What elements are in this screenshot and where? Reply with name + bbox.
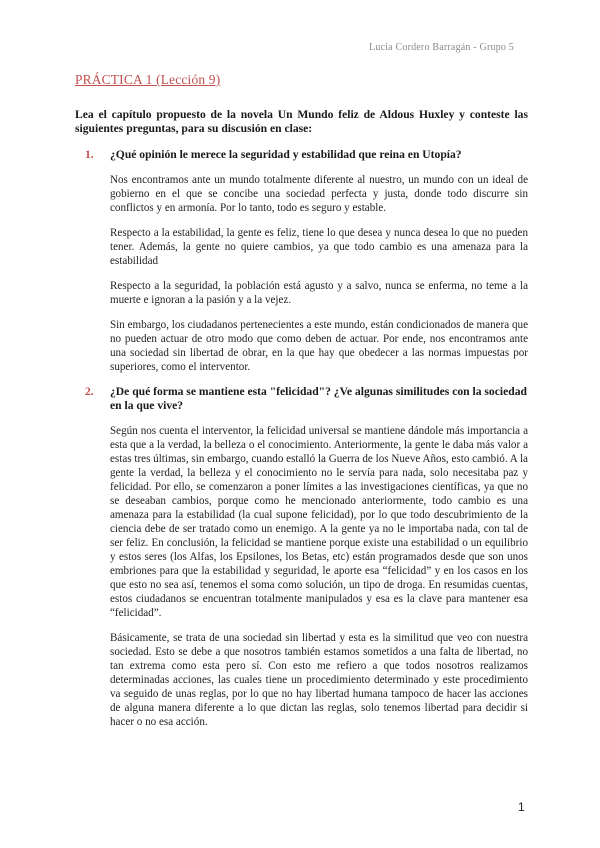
- document-body: [75, 72, 528, 740]
- answer-1-paragraph-4: Sin embargo, los ciudadanos pertenecientes a este mundo, están condicionados de manera que no pueden actuar de otro modo que como deben de actuar. Por ende, nos encontramos ante una sociedad sin libertad de obrar, en la que hay que obedecer a las normas impuestas por superiores, como el interventor.: [110, 319, 528, 373]
- question-1-text: ¿Qué opinión le merece la seguridad y estabilidad que reina en Utopía?: [110, 148, 462, 161]
- question-2-text: ¿De qué forma se mantiene esta "felicidad"? ¿Ve algunas similitudes con la sociedad en la que vive?: [110, 385, 527, 412]
- document-title: PRÁCTICA 1 (Lección 9): [75, 72, 221, 87]
- answer-2-paragraph-1: Según nos cuenta el interventor, la felicidad universal se mantiene dándole más importancia a esta que a la verdad, la belleza o el conocimiento. Anteriormente, la gente le daba más valor a estas tres últimas, sin embargo, cuando estalló la Guerra de los Nueve Años, esto cambió. A la gente la verdad, la belleza y el conocimiento no le servía para nada, solo necesitaba paz y felicidad. Por ello, se comenzaron a poner límites a las investigaciones científicas, ya que no se deseaban cambios, porque como he mencionado anteriormente, todo cambio es una amenaza para la estabilidad (la cual supone felicidad), por lo que todo descubrimiento de la ciencia debe de ser tratado como un enemigo. A la gente ya no le importaba nada, con tal de ser feliz. En conclusión, la felicidad se mantiene porque existe una estabilidad o un equilibrio y estos seres (los Alfas, los Epsilones, los Betas, etc) están programados desde que son unos embriones para que la estabilidad y seguridad, le aporte esa “felicidad” y en los casos en los que esto no sea así, tenemos el soma como solución, un tipo de droga. En resumidas cuentas, estos ciudadanos se encuentran totalmente manipulados y esa es la clave para mantener esa “felicidad”.: [110, 425, 528, 619]
- question-1-number: 1.: [85, 148, 94, 161]
- question-2: [75, 385, 528, 413]
- page-header: Lucía Cordero Barragán - Grupo 5: [369, 42, 514, 53]
- question-1: [75, 148, 528, 162]
- answer-1-paragraph-3: Respecto a la seguridad, la población está agusto y a salvo, nunca se enferma, no teme a la muerte e ignoran a la pasión y a la vejez.: [110, 280, 528, 306]
- answer-2-paragraph-2: Básicamente, se trata de una sociedad sin libertad y esta es la similitud que veo con nuestra sociedad. Esto se debe a que nosotros también estamos sometidos a una falta de libertad, no tan extrema como esta pero sí. Con esto me refiero a que todos nosotros realizamos determinadas acciones, las cuales tiene un procedimiento determinado y este procedimiento va seguido de unas reglas, por lo que no hay libertad humana tampoco de hacer las acciones de alguna manera diferente a lo que dictan las reglas, solo tenemos libertad para decidir si hacer o no esa acción.: [110, 632, 528, 728]
- answer-1-paragraph-2: Respecto a la estabilidad, la gente es feliz, tiene lo que desea y nunca desea lo que no pueden tener. Además, la gente no quiere cambios, ya que todo cambio es una amenaza para la estabilidad: [110, 227, 528, 267]
- intro-instructions: Lea el capítulo propuesto de la novela Un Mundo feliz de Aldous Huxley y conteste las siguientes preguntas, para su discusión en clase:: [75, 108, 528, 135]
- question-2-number: 2.: [85, 385, 94, 398]
- page-number: 1: [518, 800, 525, 814]
- answer-1-paragraph-1: Nos encontramos ante un mundo totalmente diferente al nuestro, un mundo con un ideal de gobierno en el que se concibe una sociedad perfecta y justa, donde todo discurre sin conflictos y en armonía. Por lo tanto, todo es seguro y estable.: [110, 174, 528, 214]
